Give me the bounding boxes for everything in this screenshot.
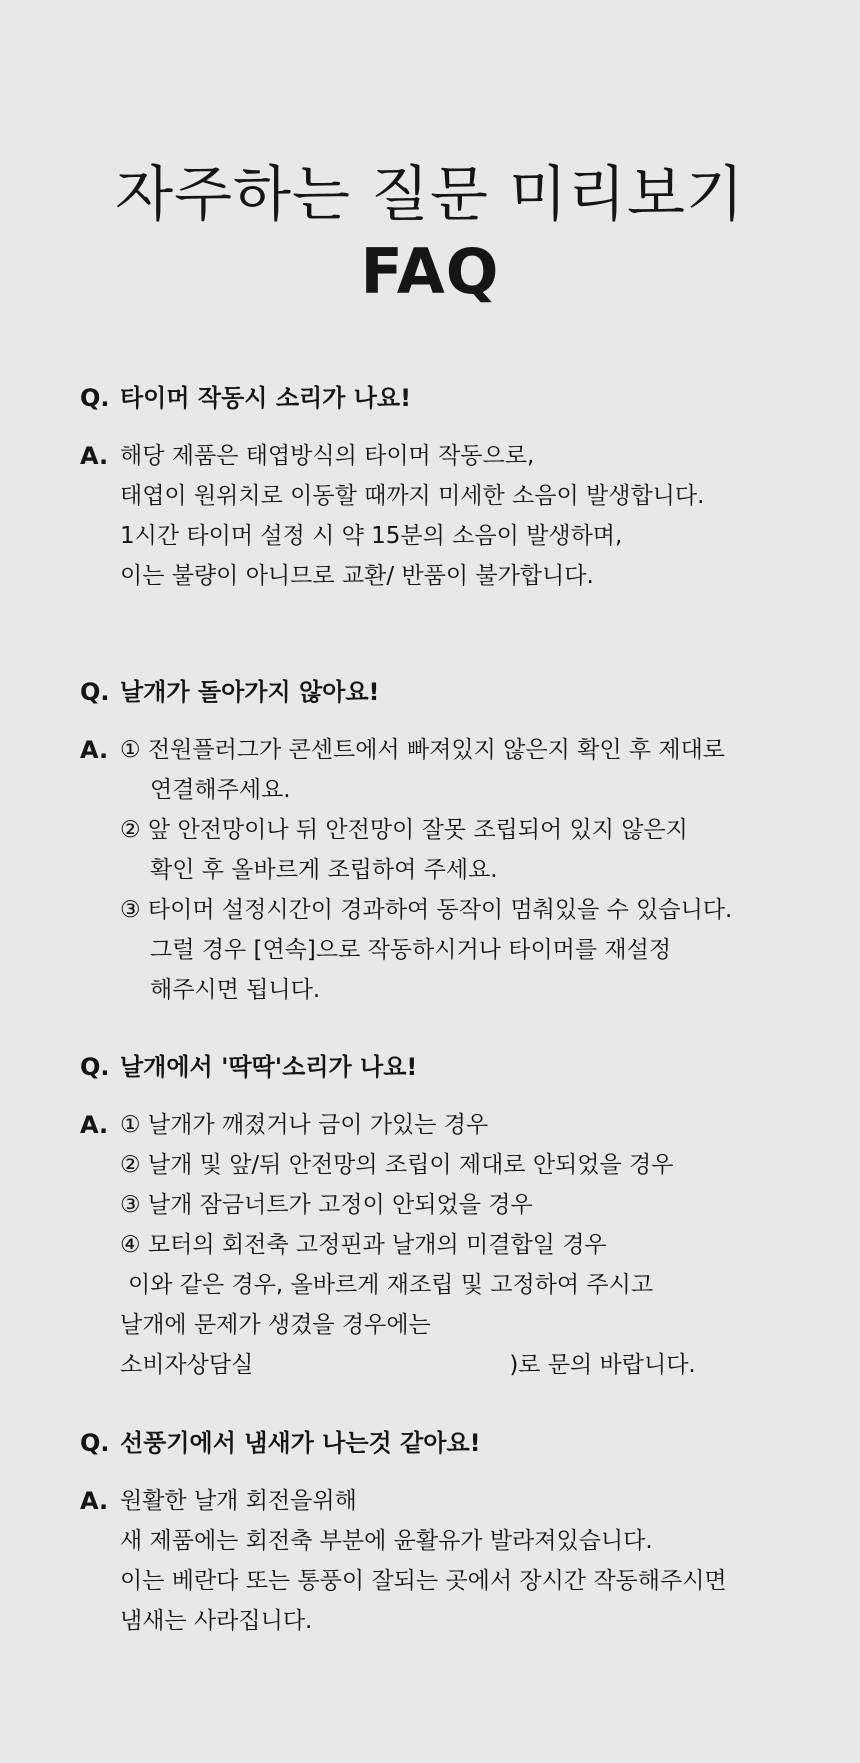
- question-row: [80, 378, 800, 418]
- answer-line: ② 날개 및 앞/뒤 안전망의 조립이 제대로 안되었을 경우: [120, 1152, 674, 1178]
- answer-row: [80, 436, 800, 596]
- question-row: [80, 672, 800, 712]
- faq-item-blade-clicking: [80, 1047, 800, 1385]
- answer-line: 해주시면 됩니다.: [150, 977, 321, 1003]
- answer-line-contact: [120, 1345, 800, 1385]
- question-row: [80, 1423, 800, 1463]
- question-text: 선풍기에서 냄새가 나는것 같아요!: [120, 1429, 481, 1457]
- answer-line: 1시간 타이머 설정 시 약 15분의 소음이 발생하며,: [120, 523, 623, 549]
- faq-item-fan-smell: [80, 1423, 800, 1641]
- question-mark: Q.: [80, 384, 110, 412]
- question-mark: Q.: [80, 1429, 110, 1457]
- question-text: 날개에서 '딱딱'소리가 나요!: [120, 1053, 418, 1081]
- faq-item-fan-not-spinning: [80, 672, 800, 1010]
- answer-line: ③ 날개 잠금너트가 고정이 안되었을 경우: [120, 1192, 533, 1218]
- question-mark: Q.: [80, 678, 110, 706]
- answer-line: 그럴 경우 [연속]으로 작동하시거나 타이머를 재설정: [150, 937, 672, 963]
- answer-line: ① 날개가 깨졌거나 금이 가있는 경우: [120, 1112, 489, 1138]
- answer-line: 이와 같은 경우, 올바르게 재조립 및 고정하여 주시고: [128, 1272, 654, 1298]
- answer-mark: A.: [80, 736, 109, 764]
- answer-line: ② 앞 안전망이나 뒤 안전망이 잘못 조립되어 있지 않은지: [120, 817, 688, 843]
- page-subtitle: FAQ: [360, 235, 500, 308]
- answer-line: 이는 베란다 또는 통풍이 잘되는 곳에서 장시간 작동해주시면: [120, 1568, 727, 1594]
- question-text: 타이머 작동시 소리가 나요!: [120, 384, 412, 412]
- answer-line: 이는 불량이 아니므로 교환/ 반품이 불가합니다.: [120, 563, 594, 589]
- question-text: 날개가 돌아가지 않아요!: [120, 678, 380, 706]
- answer-line: 새 제품에는 회전축 부분에 윤활유가 발라져있습니다.: [120, 1528, 653, 1554]
- answer-line: 해당 제품은 태엽방식의 타이머 작동으로,: [120, 443, 535, 469]
- answer-line: 날개에 문제가 생겼을 경우에는: [120, 1312, 431, 1338]
- answer-line: ③ 타이머 설정시간이 경과하여 동작이 멈춰있을 수 있습니다.: [120, 897, 733, 923]
- question-mark: Q.: [80, 1053, 110, 1081]
- answer-mark: A.: [80, 1487, 109, 1515]
- answer-mark: A.: [80, 1111, 109, 1139]
- page-title: 자주하는 질문 미리보기: [115, 160, 745, 230]
- answer-line: 원활한 날개 회전을위해: [120, 1488, 357, 1514]
- answer-line: 냄새는 사라집니다.: [120, 1608, 313, 1634]
- question-row: [80, 1047, 800, 1087]
- answer-row: [80, 1105, 800, 1385]
- contact-suffix: )로 문의 바랍니다.: [509, 1352, 696, 1378]
- answer-line: 태엽이 원위치로 이동할 때까지 미세한 소음이 발생합니다.: [120, 483, 705, 509]
- faq-item-timer-sound: [80, 378, 800, 596]
- answer-line: ④ 모터의 회전축 고정핀과 날개의 미결합일 경우: [120, 1232, 607, 1258]
- answer-mark: A.: [80, 442, 109, 470]
- contact-label: 소비자상담실: [120, 1352, 254, 1378]
- answer-row: [80, 1481, 800, 1641]
- answer-line: ① 전원플러그가 콘센트에서 빠져있지 않은지 확인 후 제대로: [120, 737, 726, 763]
- answer-row: [80, 730, 800, 1010]
- answer-line: 확인 후 올바르게 조립하여 주세요.: [150, 857, 498, 883]
- answer-line: 연결해주세요.: [150, 777, 291, 803]
